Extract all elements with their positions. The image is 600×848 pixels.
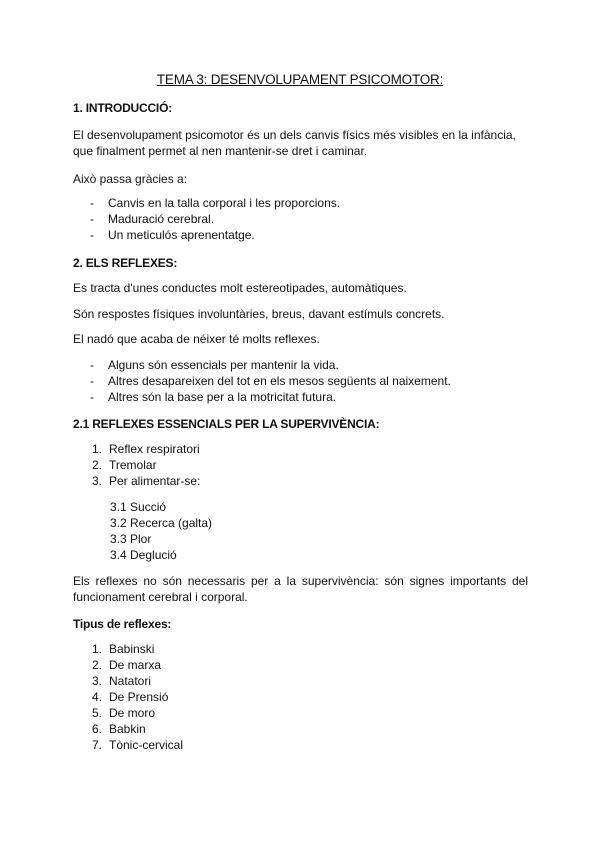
intro-paragraph-1-line-2: que finalment permet al nen mantenir-se dret i caminar. — [73, 144, 368, 158]
sublist-item: 3.1 Succió — [110, 500, 167, 514]
list-item: 3. Natatori — [92, 674, 152, 688]
reflexes-paragraph-2: Són respostes físiques involuntàries, breus, davant estímuls concrets. — [73, 307, 445, 321]
reflexes-paragraph-3: El nadó que acaba de néixer té molts reflexes. — [73, 332, 320, 346]
list-item: - Altres desapareixen del tot en els mesos següents al naixement. — [90, 373, 451, 389]
list-item: - Un meticulós aprenentatge. — [90, 227, 255, 243]
essential-paragraph-line-2: funcionament cerebral i corporal. — [73, 590, 248, 604]
sublist-item: 3.2 Recerca (galta) — [110, 516, 213, 530]
intro-paragraph-1 — [73, 127, 528, 159]
list-item: 1. Babinski — [92, 642, 155, 656]
list-item: - Canvis en la talla corporal i les proporcions. — [90, 195, 340, 211]
list-item: 7. Tònic-cervical — [92, 738, 184, 752]
list-item: - Alguns són essencials per mantenir la vida. — [90, 357, 339, 373]
list-item: 1. Reflex respiratori — [92, 442, 200, 456]
reflexes-paragraph-1: Es tracta d'unes conductes molt estereotipades, automàtiques. — [73, 281, 407, 295]
intro-paragraph-1-line-1: El desenvolupament psicomotor és un dels canvis físics més visibles en la infància, — [73, 128, 516, 142]
section-heading-reflexes: 2. ELS REFLEXES: — [73, 256, 178, 270]
intro-paragraph-2: Això passa gràcies a: — [73, 172, 188, 186]
list-item: - Maduració cerebral. — [90, 211, 214, 227]
list-item: 5. De moro — [92, 706, 156, 720]
essential-paragraph — [73, 573, 528, 605]
section-heading-reflexes-essencials: 2.1 REFLEXES ESSENCIALS PER LA SUPERVIVÈNCIA: — [73, 417, 380, 431]
list-item: 2. Tremolar — [92, 458, 157, 472]
list-item: 2. De marxa — [92, 658, 162, 672]
sublist-item: 3.3 Plor — [110, 532, 152, 546]
list-item: 4. De Prensió — [92, 690, 169, 704]
section-heading-tipus: Tipus de reflexes: — [73, 617, 172, 631]
section-heading-introduccio: 1. INTRODUCCIÓ: — [73, 101, 173, 115]
page-title: TEMA 3: DESENVOLUPAMENT PSICOMOTOR: — [156, 72, 444, 87]
essential-paragraph-line-1: Els reflexes no són necessaris per a la supervivència: són signes importants del — [73, 574, 528, 588]
sublist-item: 3.4 Deglució — [110, 548, 177, 562]
list-item: 3. Per alimentar-se: — [92, 474, 201, 488]
list-item: 6. Babkin — [92, 722, 146, 736]
list-item: - Altres són la base per a la motricitat futura. — [90, 389, 336, 405]
